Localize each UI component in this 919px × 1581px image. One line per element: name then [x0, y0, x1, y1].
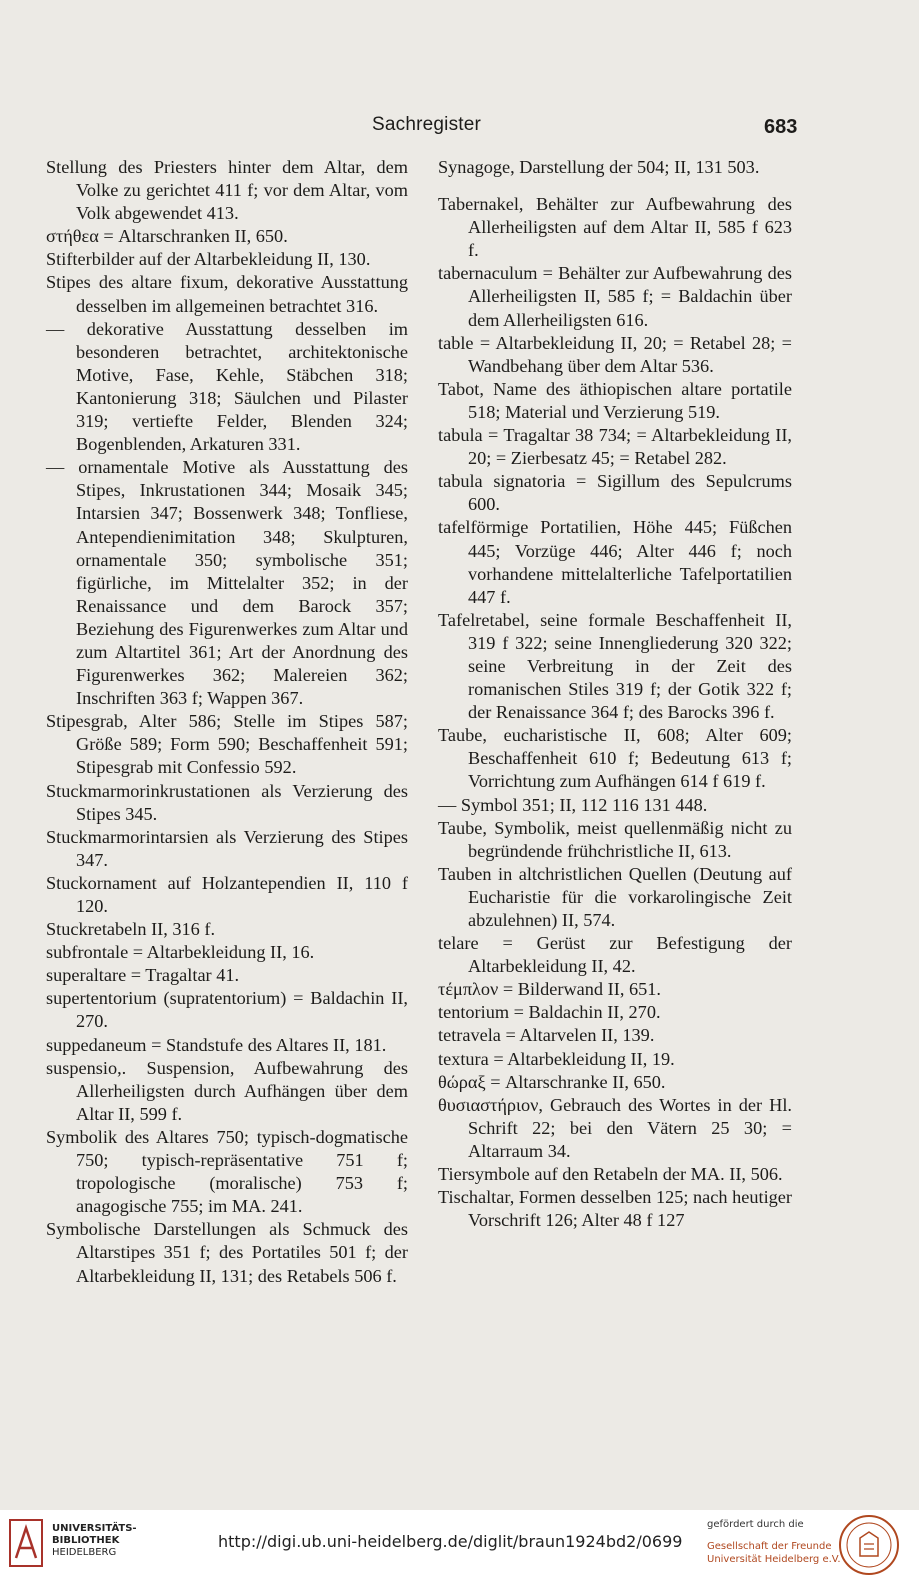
index-entry: Taube, eucharistische II, 608; Alter 609; Beschaffenheit 610 f; Bedeutung 613 f; Vorrichtung zum Aufhängen 614 f 619 f. — [438, 725, 792, 792]
left-column — [46, 156, 408, 1288]
library-name-line: UNIVERSITÄTS- — [52, 1523, 137, 1534]
index-entry: table = Altarbekleidung II, 20; = Retabel 28; = Wandbehang über dem Altar 536. — [438, 332, 792, 376]
index-entry: superaltare = Tragaltar 41. — [46, 965, 240, 986]
index-entry: Stifterbilder auf der Altarbekleidung II, 130. — [46, 249, 371, 270]
index-entry: telare = Gerüst zur Befestigung der Altarbekleidung II, 42. — [438, 933, 792, 977]
index-entry: Stuckretabeln II, 316 f. — [46, 919, 216, 940]
index-entry: suppedaneum = Standstufe des Altares II, 181. — [46, 1034, 387, 1055]
index-entry: supertentorium (supratentorium) = Baldachin II, 270. — [46, 988, 408, 1032]
index-entry: Tischaltar, Formen desselben 125; nach heutiger Vorschrift 126; Alter 48 f 127 — [438, 1187, 792, 1231]
index-entry: θυσιαστήριον, Gebrauch des Wortes in der Hl. Schrift 22; bei den Vätern 25 30; = Altarraum 34. — [438, 1094, 792, 1161]
index-entry: tafelförmige Portatilien, Höhe 445; Füßchen 445; Vorzüge 446; Alter 446 f; noch vorhandene mittelalterliche Tafelportatilien 447 f. — [438, 517, 792, 607]
index-entry: τέμπλον = Bilderwand II, 651. — [438, 979, 661, 1000]
right-column — [438, 156, 792, 1232]
running-head — [0, 114, 919, 144]
index-entry: θώραξ = Altarschranke II, 650. — [438, 1071, 666, 1092]
index-entry: subfrontale = Altarbekleidung II, 16. — [46, 942, 315, 963]
sponsor-name — [707, 1540, 841, 1566]
index-entry: — Symbol 351; II, 112 116 131 448. — [438, 794, 708, 815]
index-entry: — ornamentale Motive als Ausstattung des Stipes, Inkrustationen 344; Mosaik 345; Intarsien 347; Bossenwerk 348; Tonfliese, Antependienimitation 348; Skulpturen, ornamentale 350; symbolische 351; figürliche, im Mittelalter 352; in der Renaissance und dem Barock 357; Beziehung des Figurenwerkes zum Altar und zum Altartitel 361; Art der Anordnung des Figurenwerkes 362; Malereien 362; Inschriften 363 f; Wappen 367. — [46, 457, 408, 709]
page-number: 683 — [764, 116, 798, 138]
index-entry: Stipesgrab, Alter 586; Stelle im Stipes 587; Größe 589; Form 590; Beschaffenheit 591; Stipesgrab mit Confessio 592. — [46, 711, 408, 778]
index-entry: Stuckornament auf Holzantependien II, 110 f 120. — [46, 872, 408, 916]
index-entry: — dekorative Ausstattung desselben im besonderen betrachtet, architektonische Motive, Fase, Kehle, Stäbchen 318; Kantonierung 318; Säulchen und Pilaster 319; vertiefte Felder, Blenden 324; Bogenblenden, Arkaturen 331. — [46, 318, 408, 455]
running-title: Sachregister — [372, 114, 482, 135]
index-entry: Stuckmarmorintarsien als Verzierung des Stipes 347. — [46, 826, 408, 870]
sponsor-label: gefördert durch die — [707, 1519, 804, 1530]
index-entry: tabula signatoria = Sigillum des Sepulcrums 600. — [438, 471, 792, 515]
index-entry: suspensio,. Suspension, Aufbewahrung des Allerheiligsten durch Aufhängen über dem Altar II, 599 f. — [46, 1057, 408, 1124]
library-name — [52, 1523, 137, 1559]
index-entry: tentorium = Baldachin II, 270. — [438, 1002, 661, 1023]
university-seal-icon — [8, 1518, 44, 1568]
index-entry: Tabot, Name des äthiopischen altare portatile 518; Material und Verzierung 519. — [438, 378, 792, 422]
index-entry: Symbolik des Altares 750; typisch-dogmatische 750; typisch-repräsentative 751 f; tropologische (moralische) 753 f; anagogische 755; im MA. 241. — [46, 1126, 408, 1217]
sponsor-name-line: Gesellschaft der Freunde — [707, 1541, 832, 1552]
index-entry: Tabernakel, Behälter zur Aufbewahrung des Allerheiligsten auf dem Altar II, 585 f 623 f. — [438, 194, 792, 261]
index-entry: tabernaculum = Behälter zur Aufbewahrung des Allerheiligsten II, 585 f; = Baldachin über dem Allerheiligsten 616. — [438, 263, 792, 330]
library-name-line: HEIDELBERG — [52, 1547, 117, 1558]
index-entry: στήθεα = Altarschranken II, 650. — [46, 226, 288, 247]
sponsor-name-line: Universität Heidelberg e.V. — [707, 1554, 841, 1565]
library-name-line: BIBLIOTHEK — [52, 1535, 120, 1546]
index-entry: Stuckmarmorinkrustationen als Verzierung des Stipes 345. — [46, 780, 408, 824]
index-entry: Stipes des altare fixum, dekorative Ausstattung desselben im allgemeinen betrachtet 316. — [46, 272, 408, 316]
index-entry: Stellung des Priesters hinter dem Altar, dem Volke zu gerichtet 411 f; vor dem Altar, vom Volk abgewendet 413. — [46, 157, 408, 224]
index-entry: Synagoge, Darstellung der 504; II, 131 503. — [438, 157, 760, 177]
index-entry: Taube, Symbolik, meist quellenmäßig nicht zu begründende frühchristliche II, 613. — [438, 817, 792, 861]
index-entry: tabula = Tragaltar 38 734; = Altarbekleidung II, 20; = Zierbesatz 45; = Retabel 282. — [438, 425, 792, 469]
crest-icon — [838, 1514, 900, 1576]
index-entry: Tauben in altchristlichen Quellen (Deutung auf Eucharistie für die vorkarolingische Zeit abzulehnen) II, 574. — [438, 863, 792, 930]
index-entry: Symbolische Darstellungen als Schmuck des Altarstipes 351 f; des Portatiles 501 f; der Altarbekleidung II, 131; des Retabels 506 f. — [46, 1219, 408, 1286]
index-entry: Tiersymbole auf den Retabeln der MA. II, 506. — [438, 1164, 783, 1185]
index-entry: textura = Altarbekleidung II, 19. — [438, 1048, 675, 1069]
index-entry: tetravela = Altarvelen II, 139. — [438, 1025, 655, 1046]
viewer-footer — [0, 1510, 919, 1581]
index-entry: Tafelretabel, seine formale Beschaffenheit II, 319 f 322; seine Innengliederung 320 322; seine Verbreitung in der Zeit des romanischen Stiles 319 f; der Gotik 322 f; der Renaissance 364 f; des Barocks 396 f. — [438, 609, 792, 723]
permalink-url[interactable]: http://digi.ub.uni-heidelberg.de/diglit/braun1924bd2/0699 — [218, 1532, 683, 1551]
